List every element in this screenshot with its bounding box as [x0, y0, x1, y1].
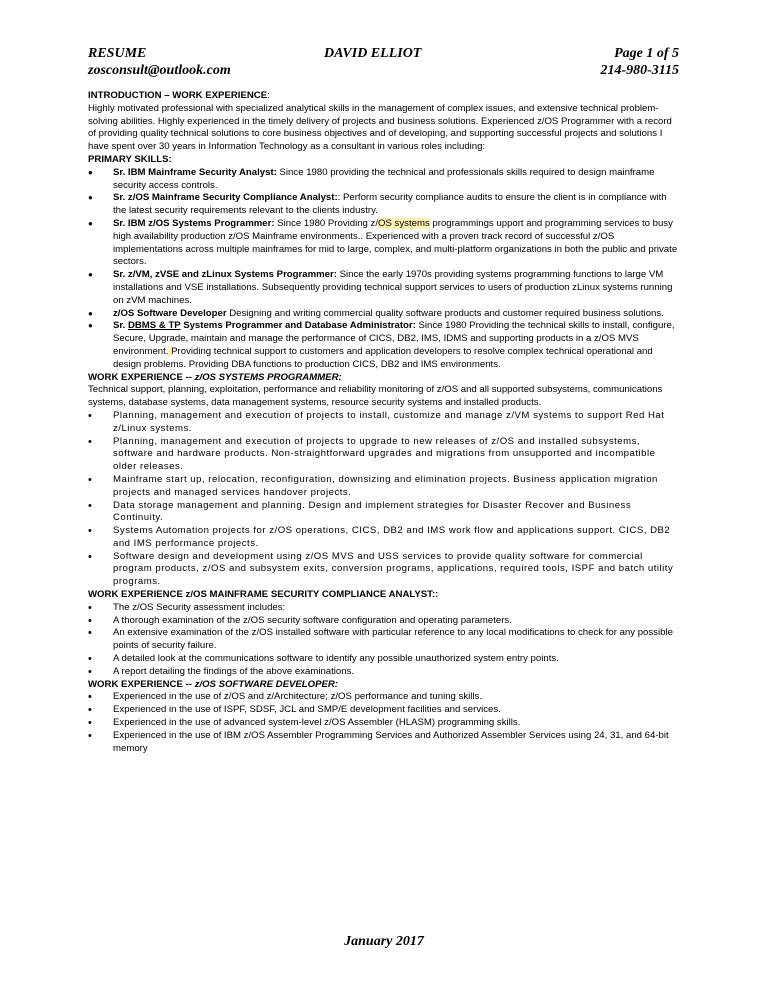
sysprog-item: • Planning, management and execution of projects to upgrade to new releases of z/OS and installed subsystems, software and hardware products. Non-straightforward upgrades and migrations from unsupported and incompatible older releases.: [88, 436, 680, 474]
skill-systems-programmer: ● Sr. IBM z/OS Systems Programmer: Since 1980 Providing z/OS systems programmings upport and programming services to busy high availability production z/OS Mainframe environments.. Experienced with a proven track record of successful z/OS implementations across multiple mainframes for mid to large, complex, and multi-platform organizations in both the public and private sectors.: [88, 218, 680, 269]
resume-label: RESUME: [88, 46, 147, 61]
page-number: Page 1 of 5: [614, 46, 679, 61]
security-list: [88, 602, 680, 679]
primary-skills-heading: PRIMARY SKILLS:: [88, 153, 172, 165]
developer-item: • Experienced in the use of IBM z/OS Assembler Programming Services and Authorized Assembler Services using 24, 31, and 64-bit memory: [88, 730, 680, 756]
sysprog-item: • Mainframe start up, relocation, reconfiguration, downsizing and elimination projects. Business application migration projects and managed services handover projects.: [88, 474, 680, 500]
sysprog-item: • Data storage management and planning. Design and implement strategies for Disaster Recover and Business Continuity.: [88, 500, 680, 526]
developer-item: • Experienced in the use of advanced system-level z/OS Assembler (HLASM) programming skills.: [88, 717, 680, 730]
security-item: • The z/OS Security assessment includes:: [88, 602, 680, 615]
sysprog-item: • Software design and development using z/OS MVS and USS services to provide quality software for commercial program products, z/OS and subsystem exits, conversion programs, applications, required tools, ISPF and batch utility programs.: [88, 551, 680, 589]
security-heading: WORK EXPERIENCE z/OS MAINFRAME SECURITY COMPLIANCE ANALYST::: [88, 589, 439, 601]
sysprog-heading: WORK EXPERIENCE -- z/OS SYSTEMS PROGRAMMER:: [88, 371, 342, 383]
email-address: zosconsult@outlook.com: [88, 63, 231, 78]
phone-number: 214-980-3115: [600, 63, 679, 78]
skill-zvm-programmer: ● Sr. z/VM, zVSE and zLinux Systems Programmer: Since the early 1970s providing systems programming functions to large VM installations and VSE installations. Subsequently providing technical support services to users of production zLinux systems running on zVM machines.: [88, 269, 680, 307]
skill-dbms-tp: ● Sr. DBMS & TP Systems Programmer and Database Administrator: Since 1980 Providing the technical skills to install, configure, Secure, Upgrade, maintain and manage the performance of CICS, DB2, IMS, IDMS and supporting products in a z/OS MVS environment. Providing technical support to customers and application developers to resolve complex technical operational and design problems. Providing DBA functions to production CICS, DB2 and IMS environments.: [88, 320, 680, 371]
skill-security-analyst: ● Sr. IBM Mainframe Security Analyst: Since 1980 providing the technical and professionals skills required to design mainframe security access controls.: [88, 167, 680, 193]
security-item: • A report detailing the findings of the above examinations.: [88, 666, 680, 679]
skill-software-developer: ● z/OS Software Developer Designing and writing commercial quality software products and customer required business solutions.: [88, 308, 680, 321]
footer-date: January 2017: [344, 934, 424, 949]
developer-item: • Experienced in the use of ISPF, SDSF, JCL and SMP/E development facilities and services.: [88, 704, 680, 717]
developer-list: [88, 691, 680, 755]
sysprog-item: • Planning, management and execution of projects to install, customize and manage z/VM systems to support Red Hat z/Linux systems.: [88, 410, 680, 436]
security-item: • A thorough examination of the z/OS security software configuration and operating parameters.: [88, 615, 680, 628]
developer-heading: WORK EXPERIENCE -- z/OS SOFTWARE DEVELOPER:: [88, 678, 339, 690]
intro-text: Highly motivated professional with specialized analytical skills in the management of complex issues, and extensive technical problem-solving abilities. Highly experienced in the timely delivery of projects and business solutions. Experienced z/OS Programmer with a record of providing quality technical solutions to core business objectives and of developing, and supporting successful projects and solutions I have spent over 30 years in Information Technology as a consultant in various roles including:: [88, 102, 672, 153]
sysprog-item: • Systems Automation projects for z/OS operations, CICS, DB2 and IMS work flow and applications support. CICS, DB2 and IMS performance projects.: [88, 525, 680, 551]
sysprog-intro: Technical support, planning, exploitation, performance and reliability monitoring of z/OS and all supported subsystems, communications systems, database systems, data management systems, resource security systems and installed products.: [88, 384, 663, 409]
developer-item: • Experienced in the use of z/OS and z/Architecture; z/OS performance and tuning skills.: [88, 691, 680, 704]
primary-skills-list: [88, 167, 680, 372]
intro-heading: INTRODUCTION – WORK EXPERIENCE:: [88, 90, 270, 101]
sysprog-list: [88, 410, 680, 589]
resume-body: [88, 90, 680, 755]
applicant-name: DAVID ELLIOT: [324, 46, 422, 61]
skill-compliance-analyst: ● Sr. z/OS Mainframe Security Compliance Analyst:: Perform security compliance audits to ensure the client is in compliance with the latest security requirements relevant to the clients industry.: [88, 192, 680, 218]
security-item: • An extensive examination of the z/OS installed software with particular reference to any local modifications to check for any possible points of security failure.: [88, 627, 680, 653]
security-item: • A detailed look at the communications software to identify any possible unauthorized system entry points.: [88, 653, 680, 666]
